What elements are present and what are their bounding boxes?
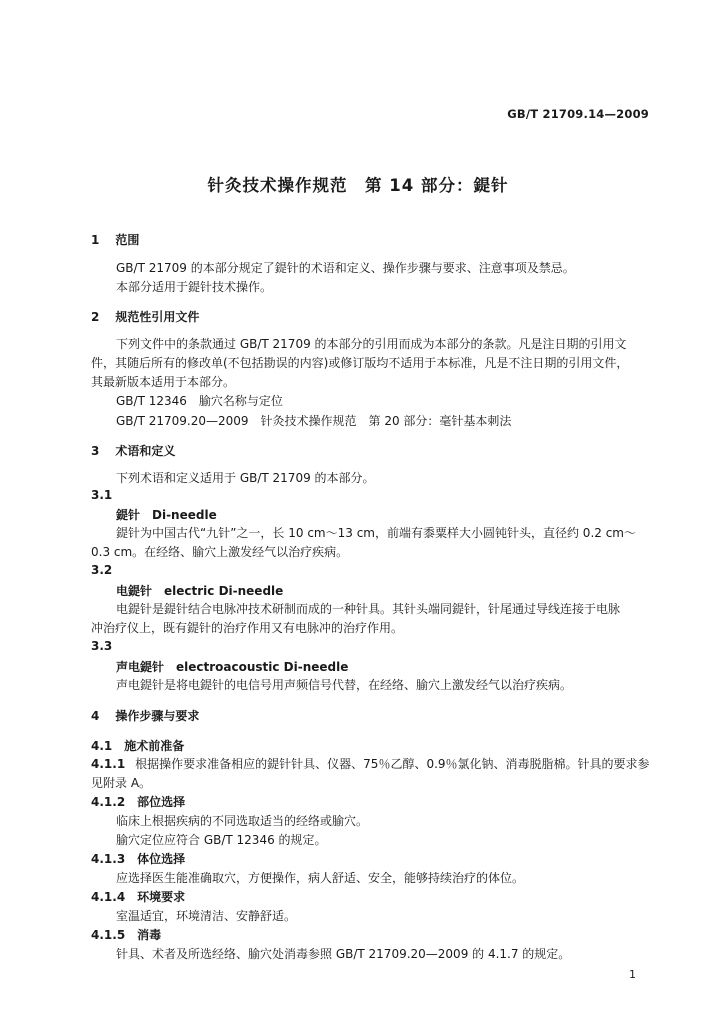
- section-title: 术语和定义: [115, 444, 176, 458]
- clause-4-1-2-heading: [91, 794, 185, 810]
- section-number: 4: [91, 709, 100, 723]
- paragraph: 下列术语和定义适用于 GB/T 21709 的本部分。: [116, 471, 375, 485]
- section-number: 1: [91, 233, 100, 247]
- definition-line: 电鍉针是鍉针结合电脉冲技术研制而成的一种针具。其针头端同鍉针，针尾通过导线连接于电脉: [116, 602, 621, 616]
- subsection-4-1-heading: [91, 737, 184, 754]
- clause-number: 4.1.3: [91, 852, 126, 866]
- section-title: 范围: [115, 233, 140, 247]
- reference-item: GB/T 12346 腧穴名称与定位: [116, 394, 283, 408]
- document-title: 针灸技术操作规范 第 14 部分：鍉针: [207, 176, 509, 195]
- clause-text: 根据操作要求准备相应的鍉针针具、仪器、75％乙醇、0.9％氯化钠、消毒脱脂棉。针具的要求参: [135, 757, 650, 771]
- paragraph-line: 件，其随后所有的修改单(不包括勘误的内容)或修订版均不适用于本标准，凡是不注日期的引用文件，: [91, 356, 629, 370]
- clause-line: 针具、术者及所选经络、腧穴处消毒参照 GB/T 21709.20—2009 的 4.1.7 的规定。: [116, 947, 571, 961]
- definition-line: 声电鍉针是将电鍉针的电信号用声频信号代替，在经络、腧穴上激发经气以治疗疾病。: [116, 678, 573, 692]
- clause-title: 体位选择: [137, 852, 186, 866]
- section-title: 规范性引用文件: [115, 310, 200, 324]
- paragraph: GB/T 21709 的本部分规定了鍉针的术语和定义、操作步骤与要求、注意事项及禁忌。: [116, 261, 575, 275]
- definition-line: 冲治疗仪上，既有鍉针的治疗作用又有电脉冲的治疗作用。: [91, 621, 404, 635]
- clause-number: 4.1.1: [91, 757, 126, 771]
- reference-item: GB/T 21709.20—2009 针灸技术操作规范 第 20 部分：毫针基本刺法: [116, 414, 512, 428]
- section-title: 操作步骤与要求: [115, 709, 200, 723]
- term-number: 3.1: [91, 488, 113, 502]
- clause-4-1-5-heading: [91, 927, 161, 943]
- clause-line: 见附录 A。: [91, 776, 152, 790]
- standard-number: GB/T 21709.14—2009: [507, 107, 649, 121]
- section-1-heading: [91, 231, 139, 248]
- section-number: 2: [91, 310, 100, 324]
- paragraph: 本部分适用于鍉针技术操作。: [116, 280, 273, 294]
- clause-title: 消毒: [137, 928, 162, 942]
- clause-number: 4.1.4: [91, 890, 126, 904]
- term-number: 3.2: [91, 563, 113, 577]
- clause-number: 4.1.2: [91, 795, 126, 809]
- clause-4-1-4-heading: [91, 889, 185, 905]
- definition-line: 鍉针为中国古代“九针”之一，长 10 cm～13 cm，前端有黍粟样大小圆钝针头，直径约 0.2 cm～: [116, 526, 636, 540]
- term-number: 3.3: [91, 639, 113, 653]
- clause-title: 部位选择: [137, 795, 186, 809]
- term-title: 声电鍉针 electroacoustic Di-needle: [116, 660, 349, 674]
- section-number: 3: [91, 444, 100, 458]
- clause-number: 4.1.5: [91, 928, 126, 942]
- section-3-heading: [91, 442, 175, 459]
- clause-4-1-1-line: [91, 756, 650, 772]
- section-2-heading: [91, 308, 199, 325]
- clause-title: 环境要求: [137, 890, 186, 904]
- clause-4-1-3-heading: [91, 851, 185, 867]
- term-title: 鍉针 Di-needle: [116, 508, 217, 522]
- subsection-number: 4.1: [91, 739, 113, 753]
- clause-line: 室温适宜，环境清洁、安静舒适。: [116, 909, 297, 923]
- section-4-heading: [91, 707, 199, 724]
- paragraph-line: 下列文件中的条款通过 GB/T 21709 的本部分的引用而成为本部分的条款。凡是注日期的引用文: [116, 337, 627, 351]
- clause-line: 临床上根据疾病的不同选取适当的经络或腧穴。: [116, 814, 369, 828]
- term-title: 电鍉针 electric Di-needle: [116, 584, 284, 598]
- paragraph-line: 其最新版本适用于本部分。: [91, 375, 236, 389]
- definition-line: 0.3 cm。在经络、腧穴上激发经气以治疗疾病。: [91, 545, 349, 559]
- clause-line: 应选择医生能准确取穴，方便操作，病人舒适、安全，能够持续治疗的体位。: [116, 871, 525, 885]
- page-number: 1: [629, 968, 636, 981]
- clause-line: 腧穴定位应符合 GB/T 12346 的规定。: [116, 833, 327, 847]
- subsection-title: 施术前准备: [124, 739, 185, 753]
